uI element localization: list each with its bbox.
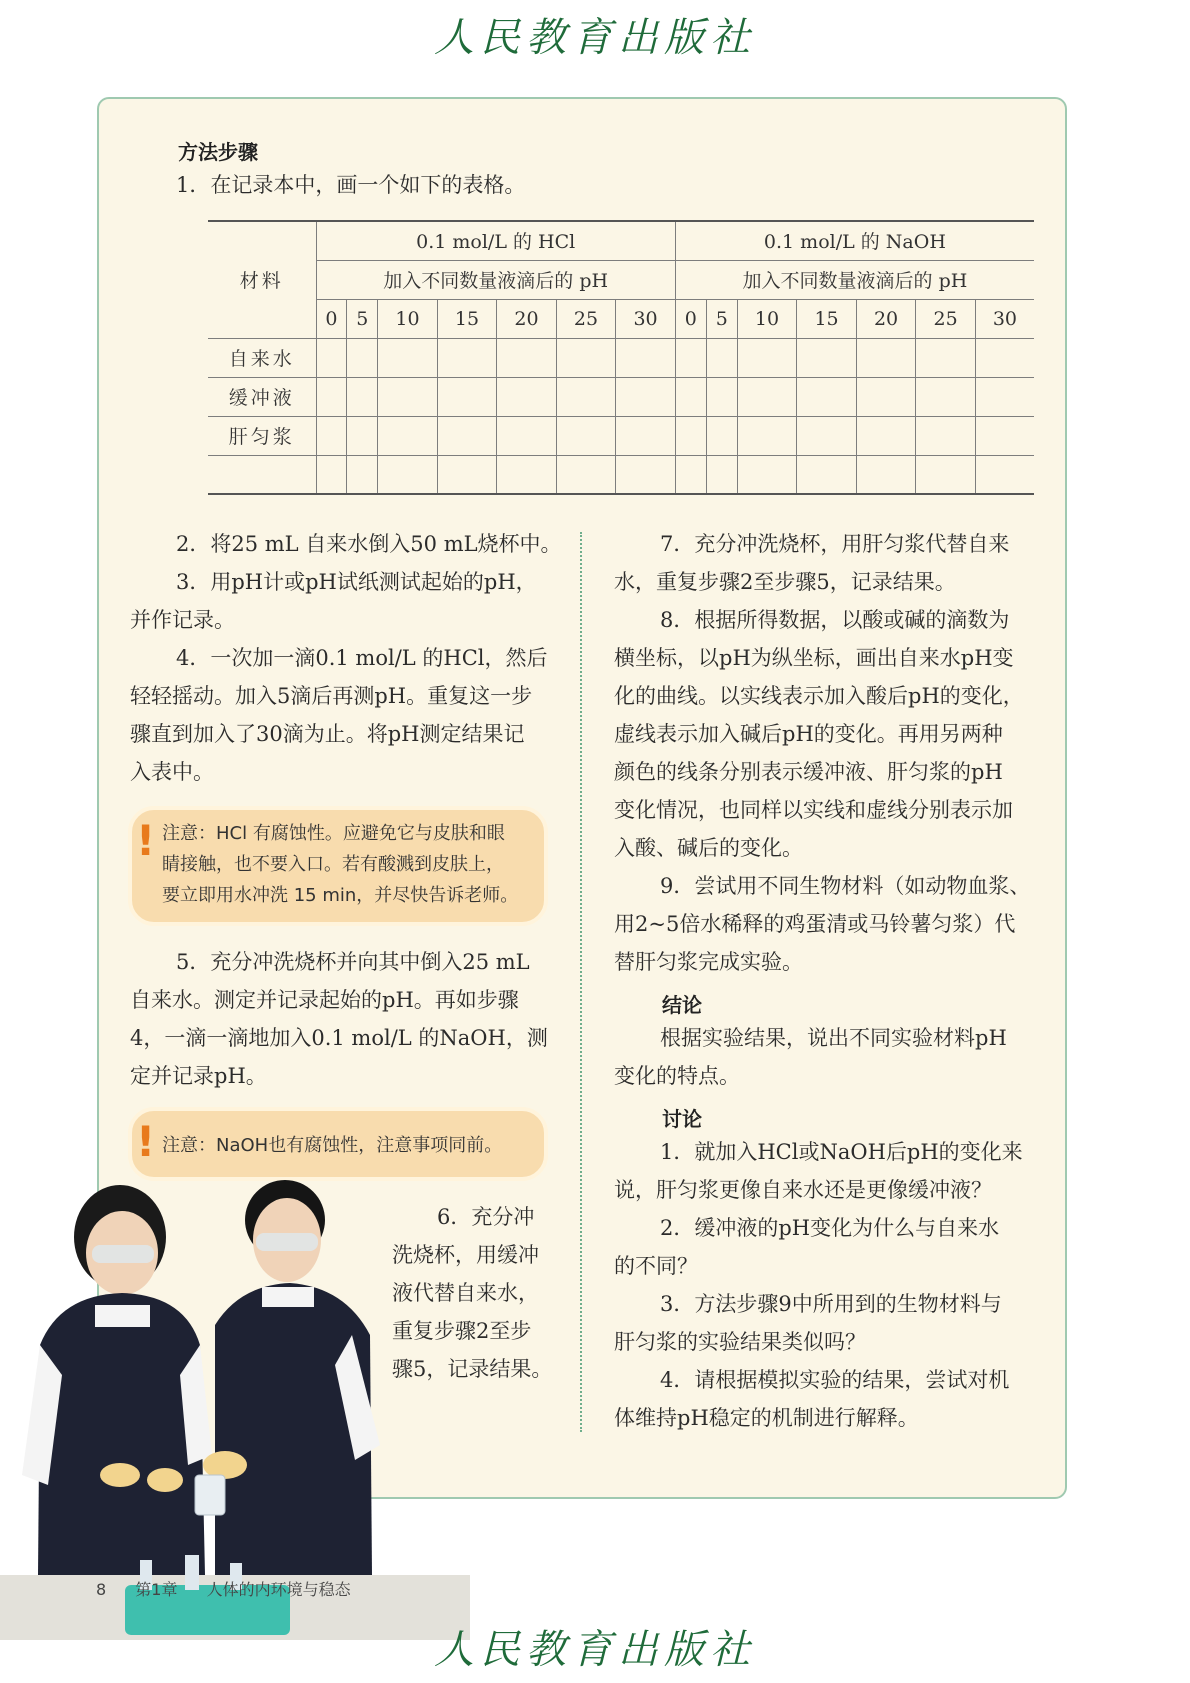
drop-count: 25	[556, 299, 615, 338]
column-divider	[580, 532, 582, 1432]
hcl-subheader: 加入不同数量液滴后的 pH	[316, 260, 675, 299]
naoh-subheader: 加入不同数量液滴后的 pH	[675, 260, 1034, 299]
discussion-item: 4．请根据模拟实验的结果，尝试对机	[660, 1368, 1010, 1392]
step-7-cont: 水，重复步骤2至步骤5，记录结果。	[614, 570, 956, 594]
chapter-label: 第1章	[135, 1580, 178, 1599]
conclusion-heading: 结论	[662, 993, 702, 1017]
drop-count: 5	[347, 299, 378, 338]
drop-count: 20	[856, 299, 916, 338]
hcl-header: 0.1 mol/L 的 HCl	[316, 221, 675, 260]
material-label: 缓冲液	[208, 377, 316, 416]
page-footer	[96, 1577, 375, 1600]
drop-count: 30	[975, 299, 1034, 338]
warning-icon: !	[136, 1117, 156, 1166]
step-8: 8．根据所得数据，以酸或碱的滴数为	[660, 608, 1010, 632]
step-8-cont: 入酸、碱后的变化。	[614, 836, 803, 860]
material-label: 自来水	[208, 338, 316, 377]
warning-line: 注意：NaOH也有腐蚀性，注意事项同前。	[162, 1135, 503, 1156]
step-6: 6．充分冲	[437, 1205, 535, 1229]
naoh-warning-note	[128, 1107, 548, 1181]
table-row	[208, 377, 1034, 416]
drop-count: 20	[497, 299, 556, 338]
drop-count: 0	[675, 299, 706, 338]
drop-count: 10	[378, 299, 437, 338]
drop-count: 25	[916, 299, 976, 338]
warning-line: 要立即用水冲洗 15 min，并尽快告诉老师。	[162, 885, 519, 906]
step-2: 2．将25 mL 自来水倒入50 mL烧杯中。	[176, 532, 562, 556]
publisher-logo-bottom: 人民教育出版社	[434, 1627, 756, 1673]
material-label: 肝匀浆	[208, 416, 316, 455]
conclusion-text: 根据实验结果，说出不同实验材料pH	[660, 1026, 1007, 1050]
material-header: 材料	[208, 221, 316, 338]
step-3: 3．用pH计或pH试纸测试起始的pH，	[176, 570, 537, 594]
step-7: 7．充分冲洗烧杯，用肝匀浆代替自来	[660, 532, 1010, 556]
drop-count: 15	[797, 299, 857, 338]
step-8-cont: 虚线表示加入碱后pH的变化。再用另两种	[614, 722, 1003, 746]
warning-line: 注意：HCl 有腐蚀性。应避免它与皮肤和眼	[162, 823, 505, 844]
table-row	[208, 416, 1034, 455]
warning-icon: !	[136, 816, 156, 865]
discussion-item: 2．缓冲液的pH变化为什么与自来水	[660, 1216, 1000, 1240]
step-3-cont: 并作记录。	[130, 608, 235, 632]
step-4-cont: 轻轻摇动。加入5滴后再测pH。重复这一步	[130, 684, 533, 708]
discussion-item: 说，肝匀浆更像自来水还是更像缓冲液？	[614, 1178, 992, 1202]
step-8-cont: 化的曲线。以实线表示加入酸后pH的变化，	[614, 684, 1024, 708]
publisher-logo-top: 人民教育出版社	[434, 15, 756, 61]
discussion-heading: 讨论	[662, 1107, 702, 1131]
step-6-cont: 骤5，记录结果。	[392, 1357, 553, 1381]
drop-count: 10	[737, 299, 797, 338]
step-9-cont: 用2~5倍水稀释的鸡蛋清或马铃薯匀浆）代	[614, 912, 1016, 936]
step-6-cont: 液代替自来水，	[392, 1281, 539, 1305]
step-6-cont: 洗烧杯，用缓冲	[392, 1243, 539, 1267]
drop-count: 15	[437, 299, 496, 338]
discussion-item: 体维持pH稳定的机制进行解释。	[614, 1406, 919, 1430]
step-5: 5．充分冲洗烧杯并向其中倒入25 mL	[176, 950, 530, 974]
discussion-item: 3．方法步骤9中所用到的生物材料与	[660, 1292, 1002, 1316]
table-row	[208, 455, 1034, 494]
step-5-cont: 定并记录pH。	[130, 1064, 267, 1088]
chapter-title: 人体的内环境与稳态	[206, 1580, 351, 1599]
step-8-cont: 横坐标，以pH为纵坐标，画出自来水pH变	[614, 646, 1014, 670]
naoh-header: 0.1 mol/L 的 NaOH	[675, 221, 1034, 260]
step-1: 1．在记录本中，画一个如下的表格。	[176, 173, 526, 197]
step-8-cont: 颜色的线条分别表示缓冲液、肝匀浆的pH	[614, 760, 1003, 784]
page-number: 8	[96, 1580, 107, 1599]
discussion-item: 的不同？	[614, 1254, 698, 1278]
drops-row	[208, 299, 1034, 338]
drop-count: 0	[316, 299, 347, 338]
step-4: 4．一次加一滴0.1 mol/L 的HCl，然后	[176, 646, 548, 670]
step-4-cont: 骤直到加入了30滴为止。将pH测定结果记	[130, 722, 525, 746]
step-9: 9．尝试用不同生物材料（如动物血浆、	[660, 874, 1031, 898]
warning-line: 睛接触，也不要入口。若有酸溅到皮肤上，	[162, 854, 504, 875]
step-5-cont: 自来水。测定并记录起始的pH。再如步骤	[130, 988, 519, 1012]
step-8-cont: 变化情况，也同样以实线和虚线分别表示加	[614, 798, 1013, 822]
hcl-warning-note	[128, 806, 548, 926]
step-9-cont: 替肝匀浆完成实验。	[614, 950, 803, 974]
students-experiment-photo	[0, 1175, 470, 1640]
table-row	[208, 338, 1034, 377]
record-table	[208, 220, 1034, 495]
step-4-cont: 入表中。	[130, 760, 214, 784]
drop-count: 5	[706, 299, 737, 338]
method-heading: 方法步骤	[178, 140, 258, 164]
material-label	[208, 455, 316, 494]
discussion-item: 肝匀浆的实验结果类似吗？	[614, 1330, 866, 1354]
drop-count: 30	[616, 299, 676, 338]
discussion-item: 1．就加入HCl或NaOH后pH的变化来	[660, 1140, 1023, 1164]
conclusion-text: 变化的特点。	[614, 1064, 740, 1088]
step-6-cont: 重复步骤2至步	[392, 1319, 532, 1343]
step-5-cont: 4，一滴一滴地加入0.1 mol/L 的NaOH，测	[130, 1026, 548, 1050]
